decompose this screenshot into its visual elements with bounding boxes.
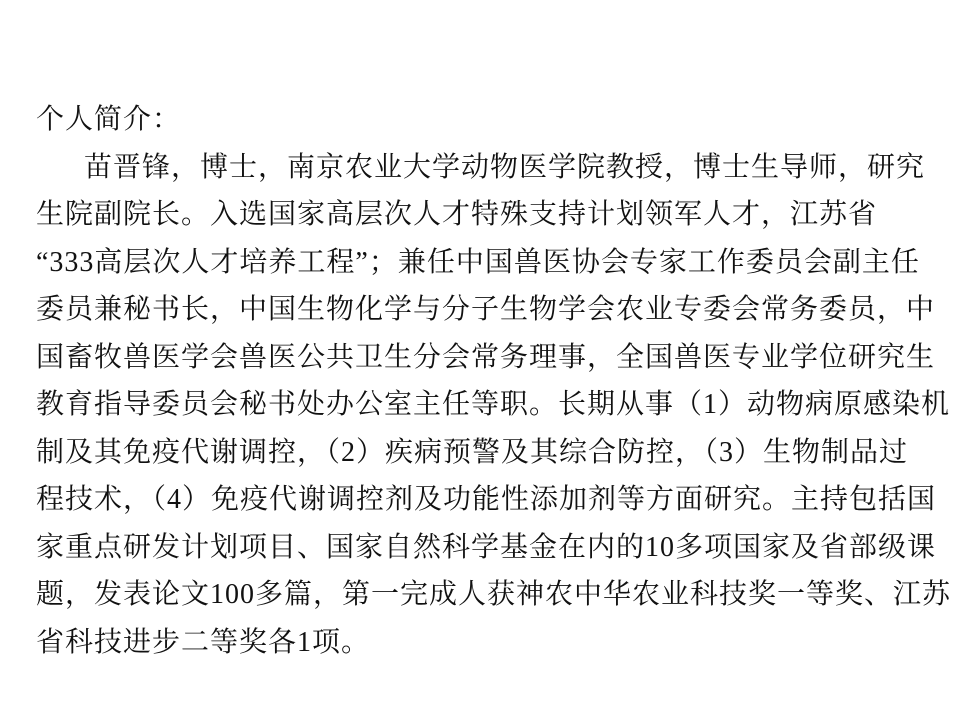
bio-line: 制及其免疫代谢调控，（2）疾病预警及其综合防控，（3）生物制品过 <box>36 436 909 468</box>
bio-paragraph <box>36 144 952 667</box>
bio-line: 教育指导委员会秘书处办公室主任等职。长期从事（1）动物病原感染机 <box>36 389 951 420</box>
bio-line: 程技术，（4）免疫代谢调控剂及功能性添加剂等方面研究。主持包括国 <box>36 484 937 515</box>
page-title: 个人简介： <box>36 104 182 135</box>
bio-line: “333高层次人才培养工程”；兼任中国兽医协会专家工作委员会副主任 <box>36 246 920 278</box>
bio-line: 委员兼秘书长，中国生物化学与分子生物学会农业专委会常务委员，中 <box>36 294 936 325</box>
bio-line: 生院副院长。入选国家高层次人才特殊支持计划领军人才，江苏省 <box>36 199 878 230</box>
bio-line: 题，发表论文100多篇，第一完成人获神农中华农业科技奖一等奖、江苏 <box>36 579 952 610</box>
bio-line: 苗晋锋，博士，南京农业大学动物医学院教授，博士生导师，研究 <box>84 151 926 183</box>
bio-line: 家重点研发计划项目、国家自然科学基金在内的10多项国家及省部级课 <box>36 531 937 563</box>
bio-line: 国畜牧兽医学会兽医公共卫生分会常务理事，全国兽医专业学位研究生 <box>36 341 936 373</box>
bio-line: 省科技进步二等奖各1项。 <box>36 626 371 658</box>
